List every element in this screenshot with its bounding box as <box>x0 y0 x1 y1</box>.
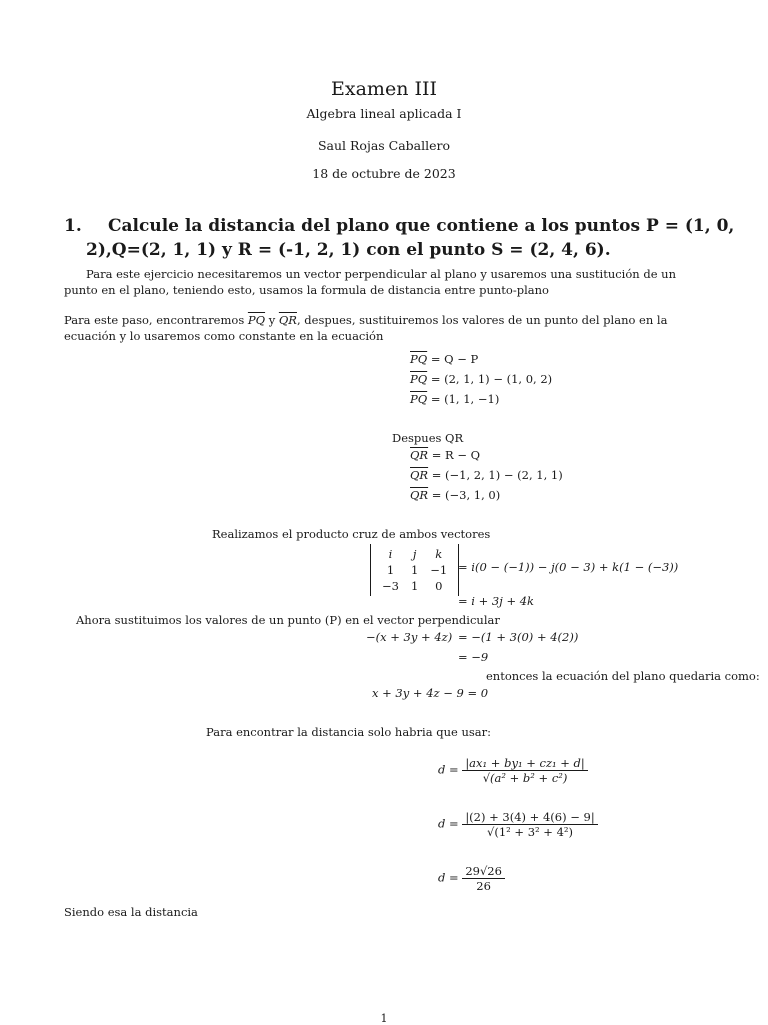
intro-paragraph: Para este ejercicio necesitaremos un vector perpendicular al plano y usaremos una sustitución de un punto en el plano, teniendo esto, usamos la formula de distancia entre punto-plano <box>64 267 676 297</box>
matrix-cell: 1 <box>410 563 419 577</box>
qr-heading: Despues QR <box>392 431 464 445</box>
substitution-rhs: = −(1 + 3(0) + 4(2)) <box>458 630 579 644</box>
step-pq: $\overline{PQ}$ <box>247 313 266 327</box>
matrix-cell: i <box>388 547 393 561</box>
step-y: y <box>265 313 279 327</box>
qr-eq-1: $\overline{QR} = R - Q$ <box>410 448 481 462</box>
distance-substitution: d = $\frac{|(2) + 3(4) + 4(6) - 9|}{\text{√(1² + 3² + 4²)}}$ <box>438 810 598 839</box>
section-number: 1. <box>64 216 82 236</box>
exam-title: Examen III <box>331 78 437 100</box>
step-prefix: Para este paso, encontraremos <box>64 313 248 327</box>
cross-intro: Realizamos el producto cruz de ambos vectores <box>212 527 491 541</box>
plane-text: entonces la ecuación del plano quedaria como: <box>486 669 760 683</box>
distance-formula: d = $\frac{\text{|ax₁ + by₁ + cz₁ + d|}}{\text{√(a² + b² + c²)}}$ <box>438 756 588 785</box>
matrix-cell: −1 <box>430 563 448 577</box>
matrix-cell: j <box>412 547 417 561</box>
qr-eq-2: $\overline{QR} = (-1$, 2, 1) − (2, 1, 1) <box>410 468 563 482</box>
closing-text: Siendo esa la distancia <box>64 905 198 919</box>
matrix-cell: 1 <box>410 579 419 593</box>
qr-eq-3: $\overline{QR} = (-3$, 1, 0) <box>410 488 501 502</box>
section-heading-line1: Calcule la distancia del plano que contiene a los puntos P = (1, 0, <box>108 216 735 236</box>
cross-expansion: = i(0 − (−1)) − j(0 − 3) + k(1 − (−3)) <box>458 560 679 574</box>
substitution-result: = −9 <box>458 650 489 664</box>
matrix-cell: k <box>435 547 443 561</box>
matrix-cell: 0 <box>435 579 443 593</box>
exam-date: 18 de octubre de 2023 <box>312 166 456 181</box>
step-paragraph <box>64 312 704 344</box>
substitution-lhs: −(x + 3y + 4z) <box>366 630 453 644</box>
cross-matrix <box>370 544 459 596</box>
distance-intro: Para encontrar la distancia solo habria que usar: <box>206 725 492 739</box>
course-name: Algebra lineal aplicada I <box>306 106 462 121</box>
pq-eq-2: $\overline{PQ} = (2$, 1, 1) − (1, 0, 2) <box>410 372 553 386</box>
matrix-cell: −3 <box>382 579 399 593</box>
pq-eq-3: $\overline{PQ} = (1$, 1, −1) <box>410 392 500 406</box>
substitution-intro: Ahora sustituimos los valores de un punto (P) en el vector perpendicular <box>76 613 500 627</box>
step-qr: $\overline{QR}$ <box>278 313 297 327</box>
page-number: 1 <box>380 1012 388 1025</box>
step-suffix: , despues, sustituiremos los valores de un punto del plano en la ecuación y lo usaremos como constante en la ecuación <box>64 313 668 343</box>
matrix-cell: 1 <box>386 563 395 577</box>
section-heading-line2: 2),Q=(2, 1, 1) y R = (-1, 2, 1) con el punto S = (2, 4, 6). <box>86 240 611 260</box>
author-name: Saul Rojas Caballero <box>317 138 451 153</box>
pq-eq-1: $\overline{PQ} = Q - P$ <box>410 352 479 366</box>
cross-result: = i + 3j + 4k <box>458 594 535 608</box>
plane-equation: x + 3y + 4z − 9 = 0 <box>372 686 489 700</box>
distance-result: d = $\frac{29√26}{26}$ <box>438 864 505 893</box>
